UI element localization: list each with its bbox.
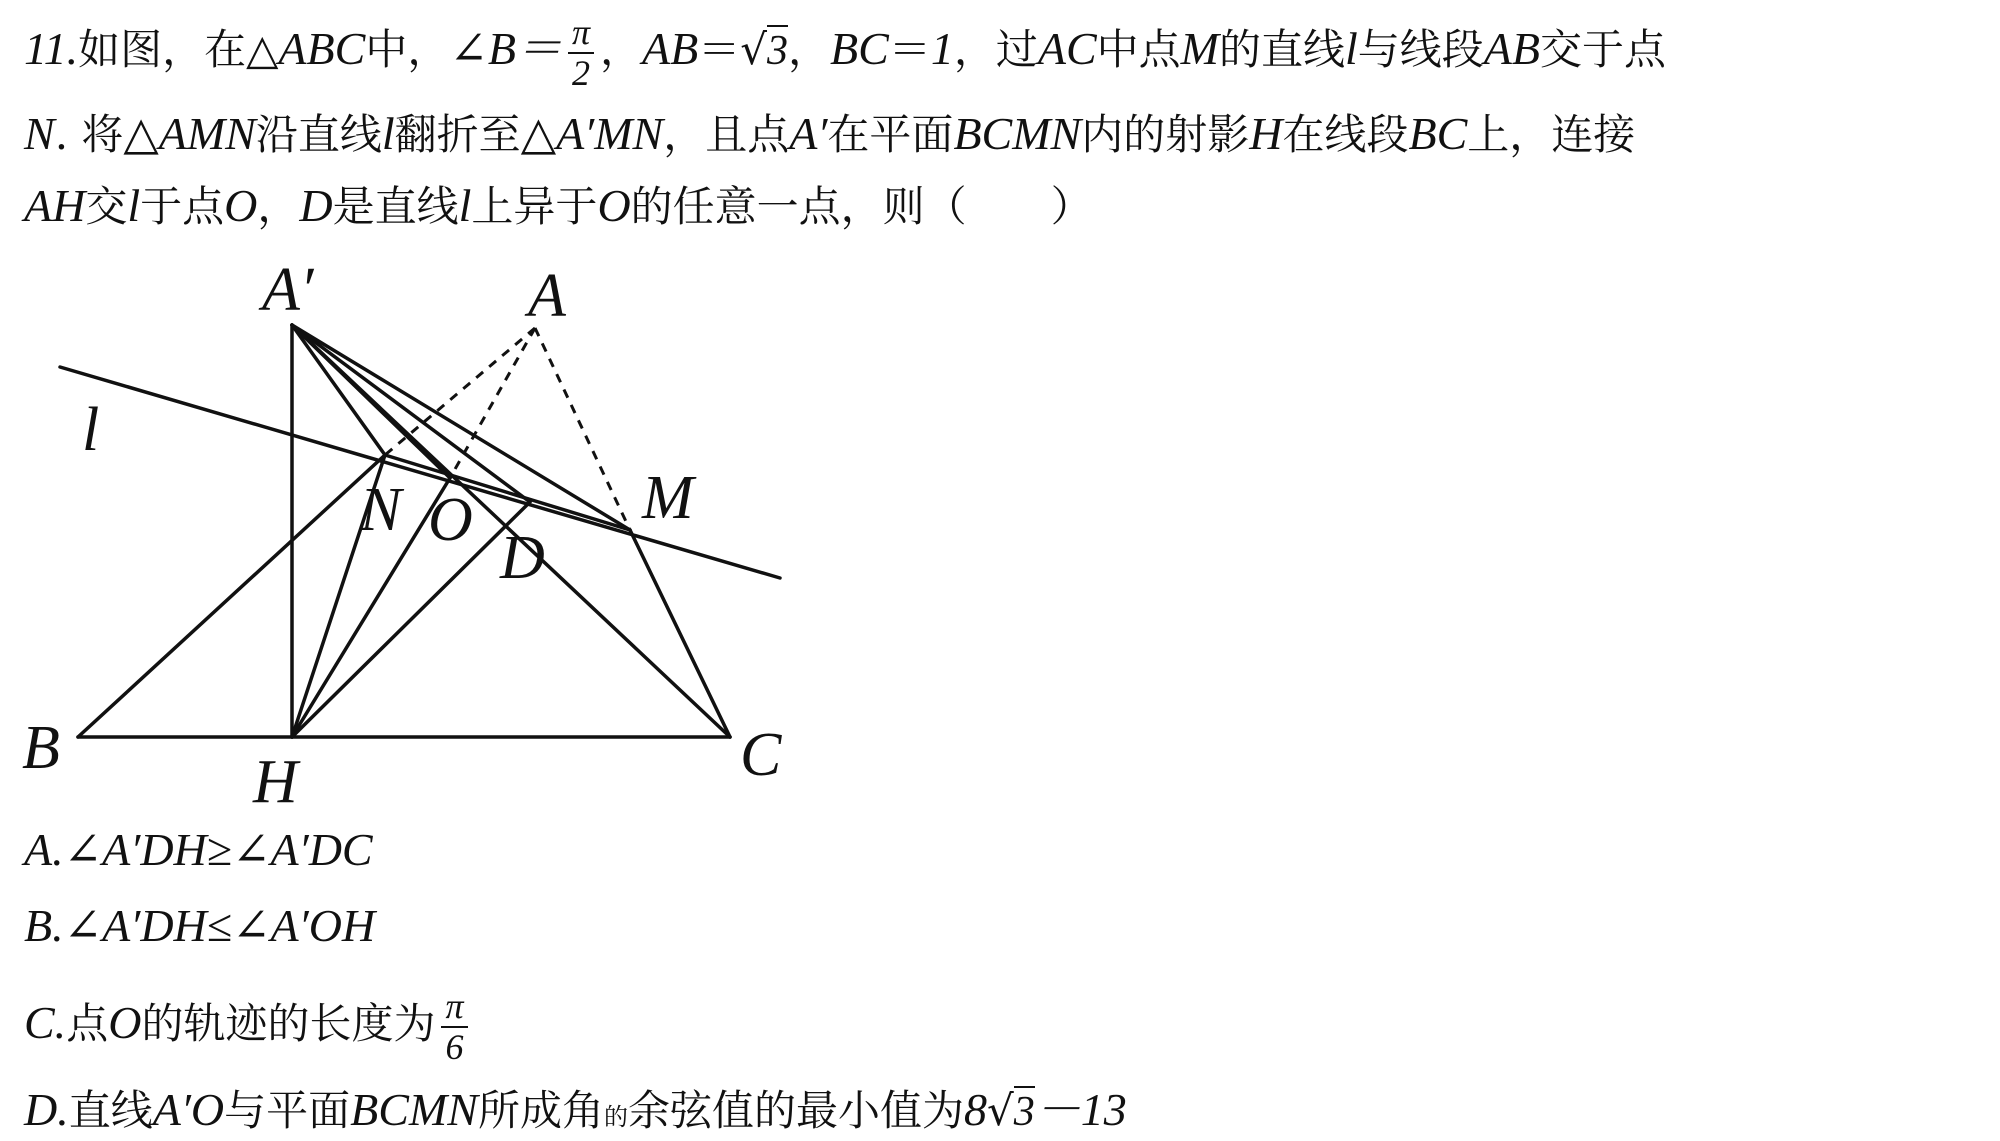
option-b: B.∠A′DH≤∠A′OH xyxy=(24,900,376,951)
label-l: l xyxy=(82,396,100,464)
problem-line-3: AH交l于点O，D是直线l上异于O的任意一点，则（ ） xyxy=(24,180,1093,231)
label-O: O xyxy=(428,486,473,554)
segment-NM xyxy=(385,455,630,530)
fraction-pi-over-6: $\frac{\pi}{6}$ xyxy=(441,988,467,1066)
geometry-figure xyxy=(0,260,820,820)
problem-number: 11. xyxy=(24,23,79,74)
option-c: C.点O的轨迹的长度为 $\frac{\pi}{6}$ xyxy=(24,988,474,1066)
dashed-AO xyxy=(450,328,535,478)
label-M: M xyxy=(642,464,694,532)
label-N: N xyxy=(360,476,402,544)
problem-line-1: 11.如图，在△ABC中，∠B＝ $\frac{\pi}{2}$ ，AB＝√3，BC＝1，过AC中点M的直线l与线段AB交于点 xyxy=(24,12,1667,93)
problem-line-2: N. 将△AMN沿直线l翻折至△A′MN，且点A′在平面BCMN内的射影H在线段BC上，连接 xyxy=(24,108,1636,159)
option-a: A.∠A′DH≥∠A′DC xyxy=(24,824,373,875)
segment-HD xyxy=(292,502,530,737)
label-Aprime: A′ xyxy=(262,260,314,324)
option-d: D.直线A′O与平面BCMN所成角的余弦值的最小值为8√3－13 xyxy=(24,1084,1127,1135)
label-A: A xyxy=(528,262,566,330)
label-B: B xyxy=(22,714,60,782)
segment-MC xyxy=(630,530,730,737)
segment-ApN xyxy=(292,325,385,455)
label-C: C xyxy=(740,721,782,789)
fraction-pi-over-2: $\frac{\pi}{2}$ xyxy=(568,14,594,92)
label-H: H xyxy=(253,748,298,816)
segment-ApD xyxy=(292,325,530,502)
label-D: D xyxy=(500,524,545,592)
